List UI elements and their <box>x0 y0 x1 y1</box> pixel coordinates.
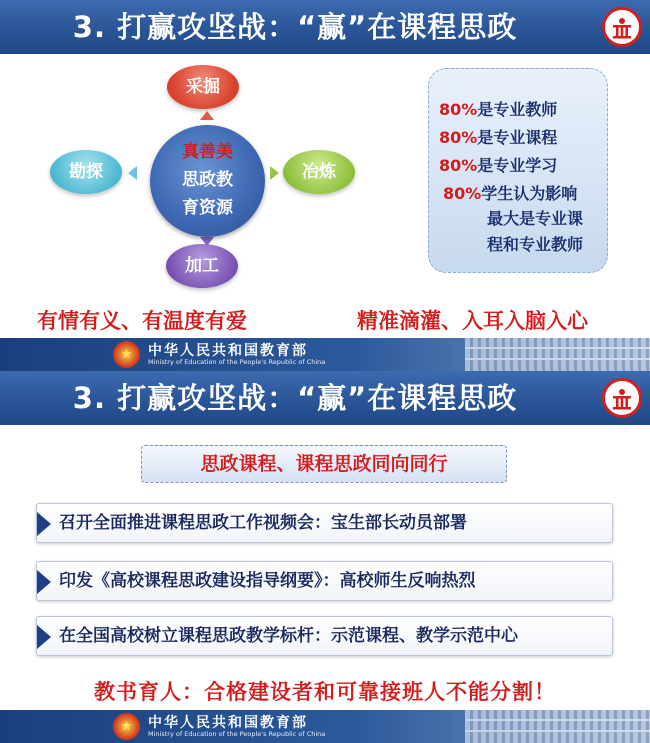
stat-percent: 80% <box>443 184 482 203</box>
triangle-bullet-icon <box>37 570 51 594</box>
national-emblem-icon <box>113 713 140 740</box>
ministry-name-english: Ministry of Education of the People's Republic of China <box>148 358 326 366</box>
stat-percent: 80% <box>439 100 478 119</box>
arrow-up-icon <box>200 111 214 120</box>
ministry-name: 中华人民共和国教育部 <box>148 715 308 731</box>
node-left: 勘探 <box>50 150 122 194</box>
title-bar <box>0 371 650 425</box>
node-bottom: 加工 <box>166 244 238 288</box>
arrow-down-icon <box>200 237 214 246</box>
list-item <box>36 503 613 543</box>
arrow-left-icon <box>128 166 137 180</box>
stat-text: 学生认为影响 <box>481 184 578 203</box>
slide-2 <box>0 371 650 743</box>
center-circle <box>150 125 265 237</box>
slide-1 <box>0 0 650 371</box>
list-item-text: 印发《高校课程思政建设指导纲要》：高校师生反响热烈 <box>59 571 476 591</box>
subtitle-banner: 思政课程、课程思政同向同行 <box>141 445 507 483</box>
stat-line <box>439 153 557 176</box>
triangle-bullet-icon <box>37 512 51 536</box>
stat-text: 是专业课程 <box>477 128 558 147</box>
slide-title: 3. 打赢攻坚战：“赢”在课程思政 <box>72 10 518 44</box>
footer-bar <box>0 338 650 371</box>
footer-bar <box>0 710 650 743</box>
stat-percent: 80% <box>439 156 478 175</box>
center-line-2: 思政教 <box>182 170 233 190</box>
stat-line <box>487 206 583 229</box>
university-logo-icon <box>602 378 642 418</box>
university-logo-icon <box>602 7 642 47</box>
list-item-text: 在全国高校树立课程思政教学标杆：示范课程、教学示范中心 <box>59 626 518 646</box>
building-image <box>465 710 650 743</box>
stats-box <box>428 68 608 273</box>
stat-percent: 80% <box>439 128 478 147</box>
stat-line <box>443 181 577 204</box>
stat-line <box>439 97 557 120</box>
stat-text: 程和专业教师 <box>487 235 584 254</box>
slogan-right: 精准滴灌、入耳入脑入心 <box>357 309 588 333</box>
building-image <box>465 338 650 371</box>
slide-title: 3. 打赢攻坚战：“赢”在课程思政 <box>72 381 518 415</box>
stat-text: 是专业教师 <box>477 100 558 119</box>
stat-text: 最大是专业课 <box>487 209 584 228</box>
node-right: 冶炼 <box>283 150 355 194</box>
triangle-bullet-icon <box>37 625 51 649</box>
arrow-right-icon <box>270 166 279 180</box>
ministry-name: 中华人民共和国教育部 <box>148 343 308 359</box>
node-top: 采掘 <box>167 65 239 109</box>
list-item <box>36 616 613 656</box>
stat-text: 是专业学习 <box>477 156 558 175</box>
slogan-left: 有情有义、有温度有爱 <box>37 309 247 333</box>
conclusion-text: 教书育人：合格建设者和可靠接班人不能分割！ <box>94 680 556 704</box>
list-item-text: 召开全面推进课程思政工作视频会：宝生部长动员部署 <box>59 513 467 533</box>
national-emblem-icon <box>113 341 140 368</box>
center-line-1: 真善美 <box>182 142 233 162</box>
title-bar <box>0 0 650 54</box>
stat-line <box>487 232 583 255</box>
center-line-3: 育资源 <box>182 198 233 218</box>
list-item <box>36 561 613 601</box>
stat-line <box>439 125 557 148</box>
ministry-name-english: Ministry of Education of the People's Republic of China <box>148 730 326 738</box>
